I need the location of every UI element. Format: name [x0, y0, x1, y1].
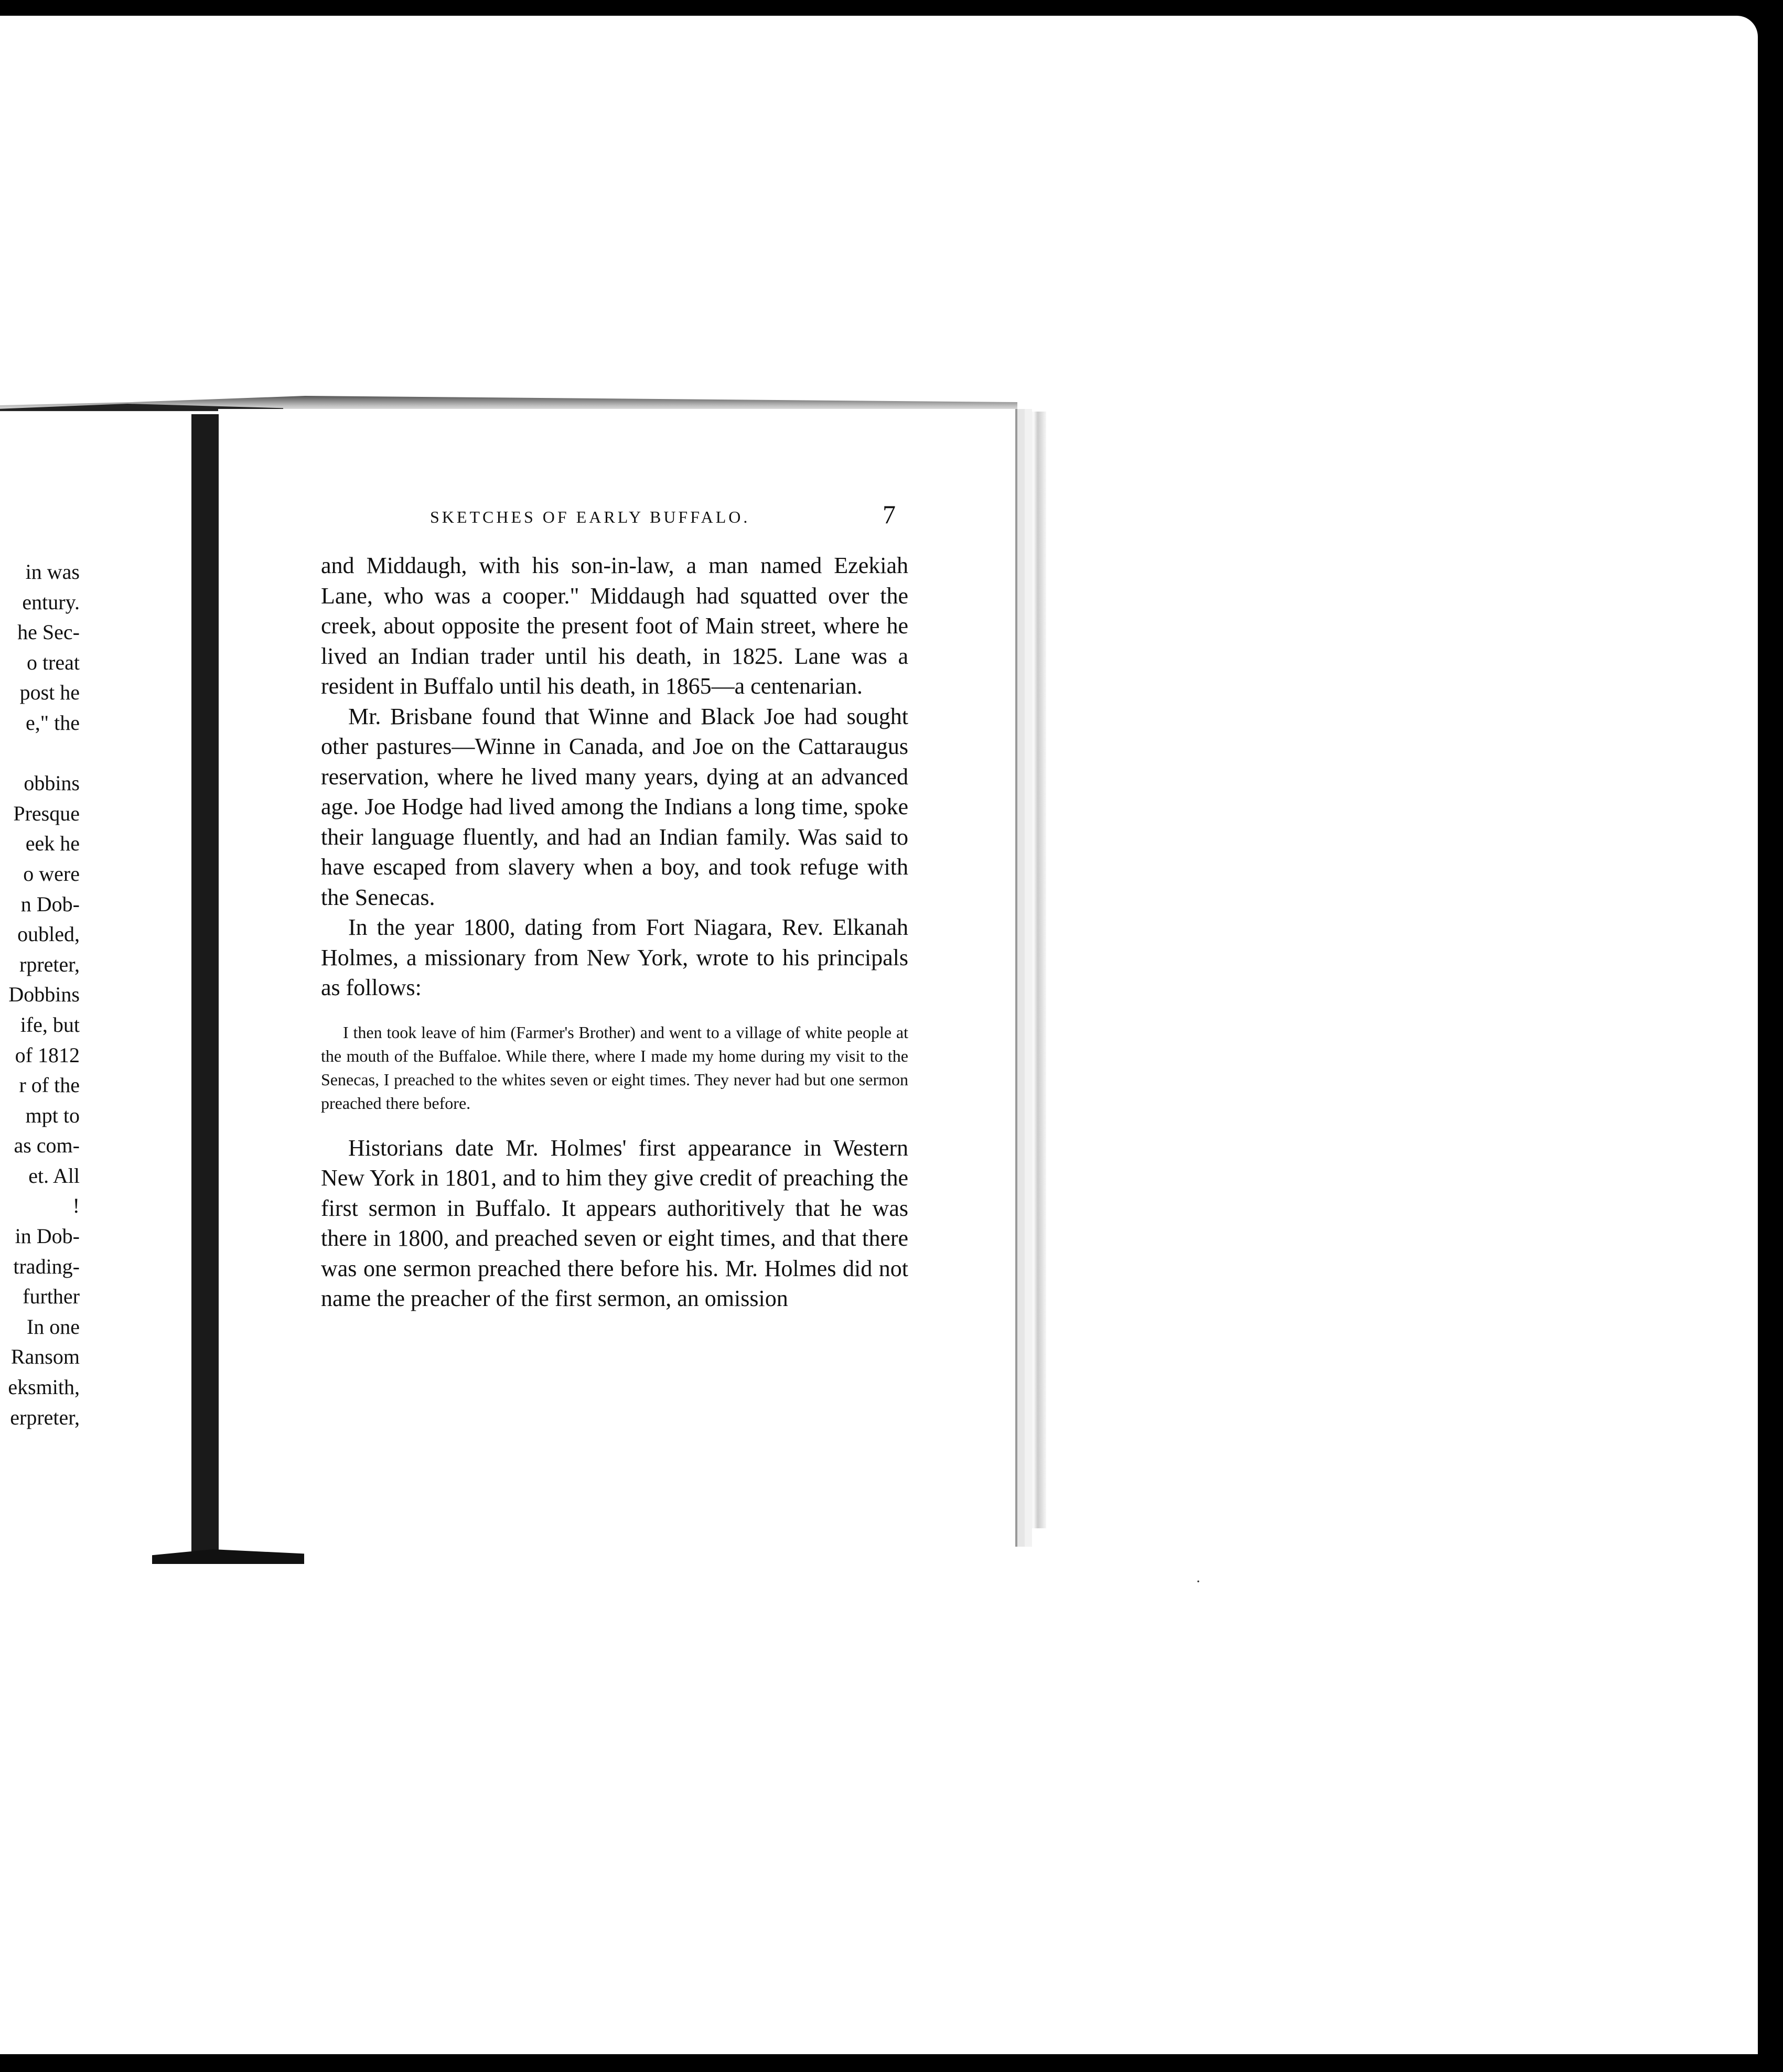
left-page-line: e," the [26, 710, 80, 735]
left-page-line: ife, but [20, 1012, 80, 1037]
left-page-line: Dobbins [8, 983, 80, 1007]
left-page-line: Ransom [10, 1345, 80, 1369]
left-page-line: in was [25, 560, 80, 584]
page-fore-edge [1025, 412, 1046, 1528]
left-page-line: entury. [22, 590, 80, 614]
left-page-line: o were [23, 861, 80, 886]
left-page-line [0, 738, 80, 769]
left-page-line: o treat [26, 650, 80, 674]
left-page-line: In one [26, 1314, 80, 1339]
scan-border-bottom [0, 2054, 1783, 2072]
page-body [321, 551, 908, 1314]
book-spine-bottom [152, 1549, 304, 1564]
left-page-line: mpt to [25, 1103, 80, 1127]
left-page-line: et. All [28, 1163, 80, 1188]
paragraph: and Middaugh, with his son-in-law, a man named Ezekiah Lane, who was a cooper." Middaugh had squatted over the creek, about opposite the present foot of Main street, where he lived an Indian trader until his death, in 1825. Lane was a resident in Buffalo until his death, in 1865—a centenarian. [321, 553, 908, 699]
left-page-line: rpreter, [19, 952, 80, 976]
left-page-line: oubled, [17, 922, 80, 946]
left-page-line: eek he [25, 832, 80, 856]
left-page-text-fragments [0, 557, 80, 1432]
running-head: SKETCHES OF EARLY BUFFALO. [430, 508, 750, 526]
paragraph: In the year 1800, dating from Fort Niagara, Rev. Elkanah Holmes, a missionary from New York, wrote to his principals as follows: [321, 914, 908, 1000]
left-page-line: r of the [19, 1073, 80, 1097]
left-page-line: erpreter, [10, 1405, 80, 1429]
book-spine [191, 414, 219, 1557]
left-page-line: n Dob- [20, 892, 80, 916]
left-page-line: ! [72, 1194, 80, 1218]
left-page-line: he Sec- [17, 620, 80, 644]
paragraph: Historians date Mr. Holmes' first appearance in Western New York in 1801, and to him they give credit of preaching the first sermon in Buffalo. It appears authoritively that he was there in 1800, and preached seven or eight times, and that there was one sermon preached there before his. Mr. Holmes did not name the preacher of the first sermon, an omission [321, 1135, 908, 1311]
paragraph: Mr. Brisbane found that Winne and Black Joe had sought other pastures—Winne in Canada, and Joe on the Cattaraugus reservation, where he lived many years, dying at an advanced age. Joe Hodge had lived among the Indians a long time, spoke their language fluently, and had an Indian family. Was said to have escaped from slavery when a boy, and took refuge with the Senecas. [321, 703, 908, 910]
left-page-line: eksmith, [8, 1375, 80, 1399]
page-number: 7 [883, 500, 896, 529]
left-page-line: of 1812 [15, 1043, 80, 1067]
block-quote: I then took leave of him (Farmer's Brother) and went to a village of white people at the mouth of the Buffaloe. While there, where I made my home during my visit to the Senecas, I preached to the whites seven or eight times. They never had but one sermon preached there before. [321, 1022, 908, 1113]
left-page-line: post he [19, 681, 80, 705]
left-page-line: obbins [24, 771, 80, 795]
left-page-line: in Dob- [15, 1224, 80, 1248]
left-page-line: further [23, 1285, 80, 1309]
left-page-line: Presque [13, 801, 80, 825]
scan-speck: · [1196, 1573, 1201, 1590]
scan-border-top [0, 0, 1783, 16]
left-page-line: trading- [13, 1254, 80, 1278]
left-page-line: as com- [14, 1134, 80, 1158]
scan-corner [1725, 0, 1783, 42]
scan-border-right [1758, 0, 1783, 2072]
